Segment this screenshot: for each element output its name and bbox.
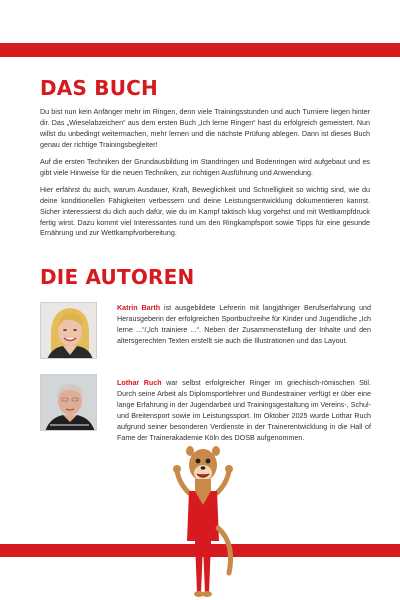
author-bio-text-lothar-ruch: war selbst erfolgreicher Ringer im griechisch-römischen Stil. Durch seine Arbeit als Diplomsportlehrer und Bundestrainer verfügt er über eine lange Erfahrung in der Jugendarbeit und Trainingsgestaltung im Vereins-, Schul- und Breitensport sowie im Leistungssport. Im Oktober 2025 wurde Lothar Ruch aufgrund seiner besonderen Verdienste in der Trainerentwicklung in die Hall of Fame der Trainerakademie Köln des DOSB aufgenommen. xyxy=(117,379,371,442)
author-name-lothar-ruch: Lothar Ruch xyxy=(117,379,162,388)
section-heading-authors: DIE AUTOREN xyxy=(40,265,195,289)
author-photo-lothar-ruch xyxy=(40,374,97,431)
book-description xyxy=(40,107,370,246)
book-paragraph-3: Hier erfährst du auch, warum Ausdauer, Kraft, Beweglichkeit und Schnelligkeit so wichtig sind, wie du deine konditionellen Fähigkeiten verbessern und deine Leistungsentwicklung dokumentieren kannst. Sicher interessierst du dich auch dafür, wie du im Kampf taktisch klug vorgehst und mit Wettkampfdruck fertig wirst. Dazu kommt viel Interessantes rund um den Ringkampfsport sowie Tipps für eine gesunde Ernährung und zur Wettkampfvorbereitung. xyxy=(40,185,370,238)
book-paragraph-2: Auf die ersten Techniken der Grundausbildung im Standringen und Bodenringen wird aufgebaut und es gibt viele Hinweise für die neuen Techniken, zur richtigen Ausführung und Anwendung. xyxy=(40,157,370,177)
section-heading-book: DAS BUCH xyxy=(40,76,158,100)
top-red-band xyxy=(0,43,400,57)
author-photo-katrin-barth xyxy=(40,302,97,359)
author-bio-katrin-barth xyxy=(117,303,371,347)
author-bio-text-katrin-barth: ist ausgebildete Lehrerin mit langjähriger Berufserfahrung und Herausgeberin der erfolgreichen Sportbuchreihe für Kinder und Jugendliche „Ich lerne ...“/„Ich trainiere ...“. Neben der Zusammenstellung der Inhalte und den altersgerechten Texten erstellt sie auch die Illustrationen und das Layout. xyxy=(117,304,371,345)
author-bio-lothar-ruch xyxy=(117,378,371,443)
author-name-katrin-barth: Katrin Barth xyxy=(117,304,161,313)
weasel-mascot-icon xyxy=(165,433,241,598)
book-paragraph-1: Du bist nun kein Anfänger mehr im Ringen, denn viele Trainingsstunden und auch Turniere liegen hinter dir. Das „Wieselabzeichen“ aus dem ersten Buch „Ich lerne Ringen“ hast du erfolgreich gemeistert. Nun willst du unbedingt weitermachen, mehr lernen und die nächste Prüfung ablegen. Dann ist dieses Buch genau der richtige Trainingsbegleiter! xyxy=(40,108,370,149)
